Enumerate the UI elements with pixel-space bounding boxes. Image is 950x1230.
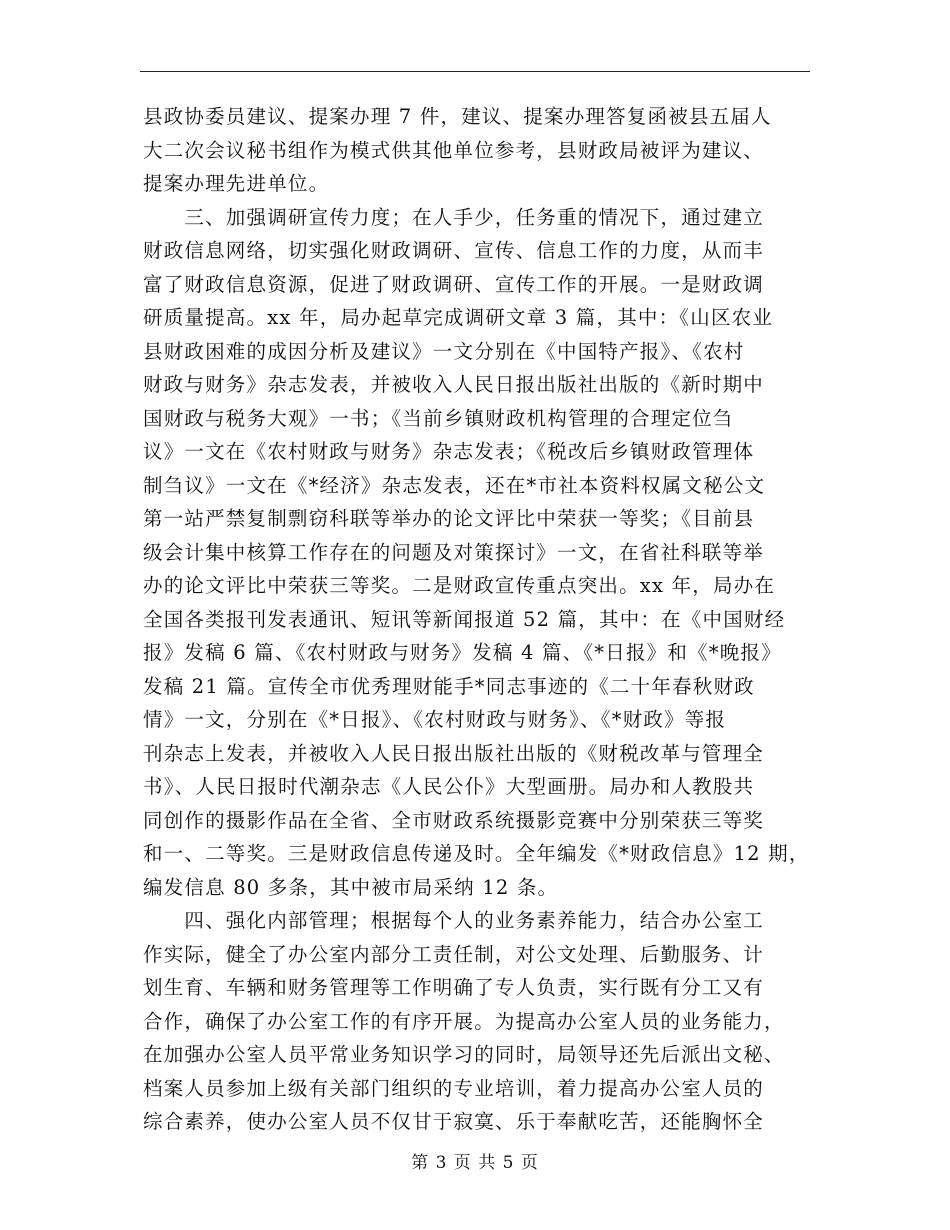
text-line: 富了财政信息资源，促进了财政调研、宣传工作的开展。一是财政调 bbox=[143, 272, 765, 296]
text-line: 四、强化内部管理；根据每个人的业务素养能力，结合办公室工 bbox=[143, 909, 765, 932]
text-line: 全国各类报刊发表通讯、短讯等新闻报道 52 篇，其中：在《中国财经 bbox=[143, 607, 786, 631]
text-line: 办的论文评比中荣获三等奖。二是财政宣传重点突出。xx 年，局办在 bbox=[143, 574, 776, 597]
text-line: 财政与财务》杂志发表，并被收入人民日报出版社出版的《新时期中 bbox=[143, 373, 765, 396]
text-line: 情》一文，分别在《*日报》、《农村财政与财务》、《*财政》等报 bbox=[143, 708, 727, 731]
text-line: 作实际，健全了办公室内部分工责任制，对公文处理、后勤服务、计 bbox=[143, 942, 765, 966]
text-line: 县财政困难的成因分析及建议》一文分别在《中国特产报》、《农村 bbox=[143, 339, 745, 363]
text-line: 提案办理先进单位。 bbox=[143, 172, 330, 195]
text-line: 第一站严禁复制剽窃科联等举办的论文评比中荣获一等奖；《目前县 bbox=[143, 507, 755, 530]
text-line: 级会计集中核算工作存在的问题及对策探讨》一文，在省社科联等举 bbox=[143, 540, 765, 564]
text-line: 综合素养，使办公室人员不仅甘于寂寞、乐于奉献吃苦，还能胸怀全 bbox=[143, 1110, 765, 1133]
header-rule bbox=[140, 71, 810, 72]
text-line: 研质量提高。xx 年，局办起草完成调研文章 3 篇，其中：《山区农业 bbox=[143, 306, 774, 329]
text-line: 议》一文在《农村财政与财务》杂志发表；《税改后乡镇财政管理体 bbox=[143, 440, 755, 463]
text-line: 报》发稿 6 篇、《农村财政与财务》发稿 4 篇、《*日报》和《*晚报》 bbox=[143, 641, 782, 664]
text-line: 书》、人民日报时代潮杂志《人民公仆》大型画册。局办和人教股共 bbox=[143, 775, 755, 798]
text-line: 档案人员参加上级有关部门组织的专业培训，着力提高办公室人员的 bbox=[143, 1076, 765, 1100]
text-line: 县政协委员建议、提案办理 7 件，建议、提案办理答复函被县五届人 bbox=[143, 105, 772, 128]
text-line: 同创作的摄影作品在全省、全市财政系统摄影竞赛中分别荣获三等奖 bbox=[143, 808, 765, 832]
text-line: 合作，确保了办公室工作的有序开展。为提高办公室人员的业务能力， bbox=[143, 1009, 785, 1033]
text-line: 国财政与税务大观》一书；《当前乡镇财政机构管理的合理定位刍 bbox=[143, 406, 734, 430]
page-number-footer: 第 3 页 共 5 页 bbox=[411, 1153, 539, 1173]
text-line: 刊杂志上发表，并被收入人民日报出版社出版的《财税改革与管理全 bbox=[143, 741, 765, 765]
text-line: 三、加强调研宣传力度；在人手少，任务重的情况下，通过建立 bbox=[143, 205, 765, 229]
text-line: 财政信息网络，切实强化财政调研、宣传、信息工作的力度，从而丰 bbox=[143, 239, 765, 262]
text-line: 编发信息 80 多条，其中被市局采纳 12 条。 bbox=[143, 875, 559, 899]
body-text bbox=[143, 100, 833, 1139]
text-line: 划生育、车辆和财务管理等工作明确了专人负责，实行既有分工又有 bbox=[143, 976, 765, 999]
text-line: 发稿 21 篇。宣传全市优秀理财能手*同志事迹的《二十年春秋财政 bbox=[143, 674, 755, 698]
text-line: 制刍议》一文在《*经济》杂志发表，还在*市社本资料权属文秘公文 bbox=[143, 473, 766, 497]
text-line: 在加强办公室人员平常业务知识学习的同时，局领导还先后派出文秘、 bbox=[143, 1043, 785, 1066]
text-line: 大二次会议秘书组作为模式供其他单位参考，县财政局被评为建议、 bbox=[143, 138, 765, 162]
text-line: 和一、二等奖。三是财政信息传递及时。全年编发《*财政信息》12 期， bbox=[143, 842, 810, 865]
